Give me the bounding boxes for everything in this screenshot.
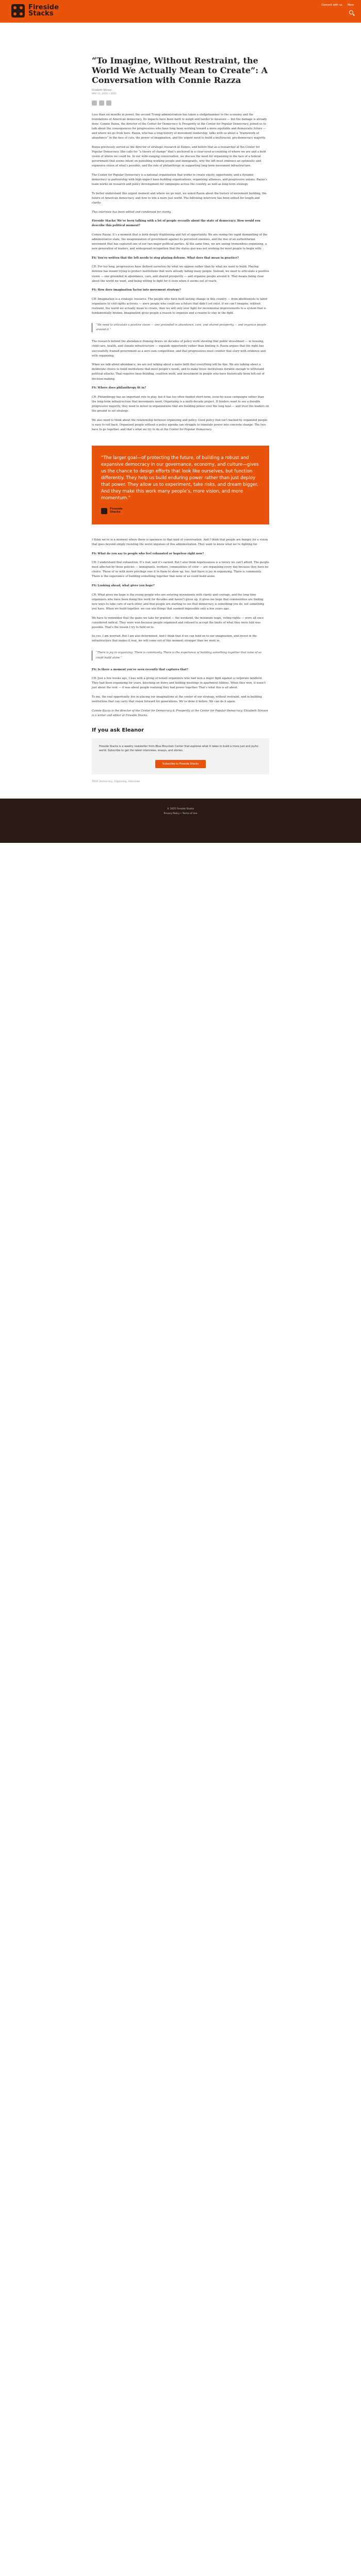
footer-copyright: © 2025 Fireside Stacks [167, 807, 194, 810]
ask-heading: If you ask Eleanor [92, 727, 144, 733]
end-paragraph: CR: Just a few weeks ago, I was with a group of tenant organizers who had won a major fight against a corporate landlord. They had been organizing for years, knocking on doors and holding meetings in apartment lobbies. When they won, it wasn’t just about the rent — it was about people realizing they had power together. That’s what this is all about. [92, 677, 266, 690]
top-navigation-bar [0, 0, 361, 23]
late-paragraph: So yes, I am worried. But I am also determined. And I think that if we can hold on to our imagination, and invest in the infrastructure that makes it real, we will come out of this moment stronger than we went in. [92, 635, 257, 643]
callout-logo-icon [101, 508, 107, 514]
article-qa [92, 219, 269, 316]
callout-text: “The larger goal—of protecting the future, of building a robust and expansive democracy in our governance, economy, and culture—gives us the chance to design efforts that look like ourselves, but function differently. They help us build enduring power rather than just deploy that power. They allow us to experiment, take risks, and dream bigger. And they make this work many people’s, more vision, and more momentum.” [101, 455, 259, 501]
article-end [92, 668, 269, 718]
late-paragraph: I think we’re in a moment where there is openness to that kind of conversation. And I think that people are hungry for a vision that goes beyond simply resisting the worst impulses of this administration. They want to know what we’re fighting for. [92, 538, 268, 546]
callout-logo [101, 508, 260, 514]
article-late [92, 538, 269, 644]
answer: Connie Razza: It’s a moment that is both deeply frightening and full of opportunity. We are seeing the rapid dismantling of the administrative state, the weaponization of government against its perceived enemies, and the rise of an authoritarian movement that has captured one of our two major political parties. At the same time, we are seeing tremendous organizing, a new generation of leaders, and widespread recognition that the status quo was not working for most people to begin with. [92, 233, 268, 251]
pull-quote-text: “We need to articulate a positive vision — one grounded in abundance, care, and shared prosperity — and organize people around it.” [96, 324, 267, 332]
nav-link-more[interactable]: More [347, 4, 354, 7]
mid-paragraph: FS: Where does philanthropy fit in? [92, 386, 146, 390]
mid-paragraph: We also need to think about the relationship between organizing and policy. Good policy that isn’t backed by organized people is easy to roll back. Organized people without a policy agenda can struggle to translate power into concrete change. The two have to go together, and that’s what we try to do at the Center for Popular Democracy. [92, 418, 268, 431]
article-byline[interactable]: Elizabeth Stinson [92, 89, 112, 92]
callout-logo-line-1: Fireside [110, 507, 123, 511]
answer: CR: Imagination is a strategic resource. The people who have built lasting change in this country — from abolitionists to labor organizers to civil rights activists — were people who could see a future that didn’t yet exist. If we can’t imagine, without restraint, the world we actually mean to create, then we will only ever fight for incremental improvements to a system that is fundamentally broken. Imagination gives people a reason to organize and a reason to stay in the fight. [92, 297, 268, 315]
late-paragraph: FS: Looking ahead, what gives you hope? [92, 584, 155, 588]
pull-quote-2 [92, 651, 269, 660]
logo-line-1: Fireside [28, 4, 59, 11]
footer-links[interactable]: Privacy Policy • Terms of Use [163, 812, 198, 815]
nav-link-connect[interactable]: Connect with us [321, 4, 342, 7]
callout-box [92, 446, 269, 524]
end-paragraph: To me, the real opportunity lies in placing our imaginations at the center of our strategy, without restraint, and in building institutions that can carry that vision forward for generations. We’ve done it before. We can do it again. [92, 696, 262, 704]
logo-mark-icon [11, 4, 25, 18]
intro-paragraph: Razza previously served as the director of strategic research at Demos, and before that as a researcher at the Center for Popular Democracy. She calls for “a theory of change” that’s anchored in a clear-eyed accounting of where we are and a bold vision of where we could be. In our wide-ranging conversation, we discuss the need for organizing in the face of a federal government that seems intent on punishing working people and immigrants, why the left must embrace an optimistic and expansive vision of what’s possible, and the role of philanthropy in supporting long-term movement infrastructure. [92, 146, 266, 168]
intro-paragraph: This interview has been edited and condensed for clarity. [92, 210, 171, 214]
subscribe-text: Fireside Stacks is a weekly newsletter from Blue Mountain Center that explores what it takes to build a more just and joyful world. Subscribe to get the latest interviews, essays, and stories. [99, 744, 258, 752]
share-twitter-icon[interactable] [99, 100, 104, 106]
search-icon[interactable] [349, 10, 353, 14]
late-paragraph: We have to remember that the gains we take for granted — the weekend, the minimum wage, voting rights — were all once considered radical. They were won because people organized and refused to accept the limits of what they were told was possible. That’s the lesson I try to hold on to. [92, 616, 264, 629]
subscribe-box [92, 738, 269, 774]
article-title: “To Imagine, Without Restraint, the World We Actually Mean to Create”: A Conversation with Connie Razza [92, 56, 268, 85]
logo-text [28, 5, 59, 17]
intro-paragraph: The Center for Popular Democracy is a national organization that works to create equity, opportunity, and a dynamic democracy in partnership with high-impact base-building organizations, organizing alliances, and progressive unions. Razza’s team works on research and policy development for campaigns across the country, as well as long-term strategy. [92, 174, 267, 187]
question: FS: How does imagination factor into movement strategy? [92, 289, 181, 292]
share-facebook-icon[interactable] [92, 100, 97, 106]
article-tags[interactable]: TAGS: Democracy, Organizing, Interviews [92, 780, 140, 783]
subscribe-button[interactable]: Subscribe to Fireside Stacks [155, 760, 206, 768]
article-mid [92, 340, 269, 432]
question: Fireside Stacks: We’ve been talking with a lot of people recently about the state of democracy. How would you describe this political moment? [92, 219, 260, 228]
late-paragraph: FS: What do you say to people who feel exhausted or hopeless right now? [92, 552, 204, 555]
intro-paragraph: To better understand this urgent moment and where we go next, we asked Razza about the history of movement building, the future of American democracy, and how to win a more just world. The following interview has been edited for length and clarity. [92, 192, 267, 205]
article-content [92, 23, 269, 783]
mid-paragraph: When we talk about abundance, we are not talking about a naive faith that everything will be fine. We are talking about a deliberate choice to build institutions that meet people’s needs, and to make those institutions durable enough to withstand political attacks. That requires base-building, coalition work, and investment in people who have historically been left out of decision-making. [92, 363, 265, 381]
share-buttons [92, 100, 269, 106]
mid-paragraph: CR: Philanthropy has an important role to play, but it has too often funded short-term, issue-by-issue campaigns rather than the long-term infrastructure that movements need. Organizing is a multi-decade project. If funders want to see a durable progressive majority, they need to invest in organizations that are building power over the long haul — and trust the leaders on the ground to set strategy. [92, 395, 269, 413]
site-logo[interactable] [11, 4, 59, 18]
logo-line-2: Stacks [28, 10, 54, 18]
late-paragraph: CR: What gives me hope is the young people who are entering movements with clarity and courage, and the long-time organizers who have been doing this work for decades and haven’t given up. It gives me hope that communities are finding new ways to take care of each other, and that people are starting to see that democracy is something you do, not something you have. When we build together, we can win things that seemed impossible only a few years ago. [92, 593, 264, 611]
nav-links [321, 4, 354, 7]
intro-paragraph: Less than six months in power, the second Trump administration has taken a sledgehammer to the economy and the foundations of American democracy. Its impacts have been hard to weigh and harder to measure — but the damage is already done. Connie Razza, the director of the Center for Democracy & Prosperity at the Center for Popular Democracy, joined us to talk about the consequences for progressives who have long been working toward a more equitable and democratic future — and where we go from here. Razza, who has a long history of movement leadership, talks with us about a “framework of abundance” in the face of cuts, the power of imagination, and the urgent need to build a multiracial, pro-democracy majority. [92, 113, 267, 140]
site-footer [0, 799, 361, 843]
answer: CR: For too long, progressives have defined ourselves by what we oppose rather than by what we want to build. Playing defense has meant trying to protect institutions that were already failing many people. Instead, we need to articulate a positive vision — one grounded in abundance, care, and shared prosperity — and organize people around it. That means being clear about the world we want, and being willing to fight for it even when it seems out of reach. [92, 265, 269, 283]
callout-logo-line-2: Stacks [110, 510, 121, 514]
late-paragraph: CR: I understand that exhaustion. It’s real, and it’s earned. But I also think hopelessness is a luxury we can’t afford. The people most affected by these policies — immigrants, workers, communities of color — are organizing every day because they have no choice. Those of us with more privilege owe it to them to show up, too. And there is joy in organizing. There is community. There is the experience of building something together that none of us could build alone. [92, 561, 269, 579]
share-email-icon[interactable] [106, 100, 111, 106]
end-paragraph: FS: Is there a moment you’ve seen recently that captures that? [92, 668, 188, 671]
question: FS: You’ve written that the left needs to stop playing defense. What does that mean in practice? [92, 256, 239, 260]
pull-quote [92, 323, 269, 332]
end-paragraph: Connie Razza is the director of the Center for Democracy & Prosperity at the Center for Popular Democracy. Elizabeth Stinson is a writer and editor at Fireside Stacks. [92, 709, 268, 717]
article-intro [92, 113, 269, 215]
mid-paragraph: The research behind the abundance framing draws on decades of policy work showing that public investment — in housing, child care, health, and climate infrastructure — expands opportunity rather than limiting it. Razza argues that the right has successfully framed government as a zero-sum competition, and that progressives must counter that story with evidence and with organizing. [92, 340, 266, 358]
pull-quote-2-text: “There is joy in organizing. There is community. There is the experience of building something together that none of us could build alone.” [96, 651, 262, 659]
article-date: MAY 11, 2020 • 2020 [92, 93, 117, 95]
